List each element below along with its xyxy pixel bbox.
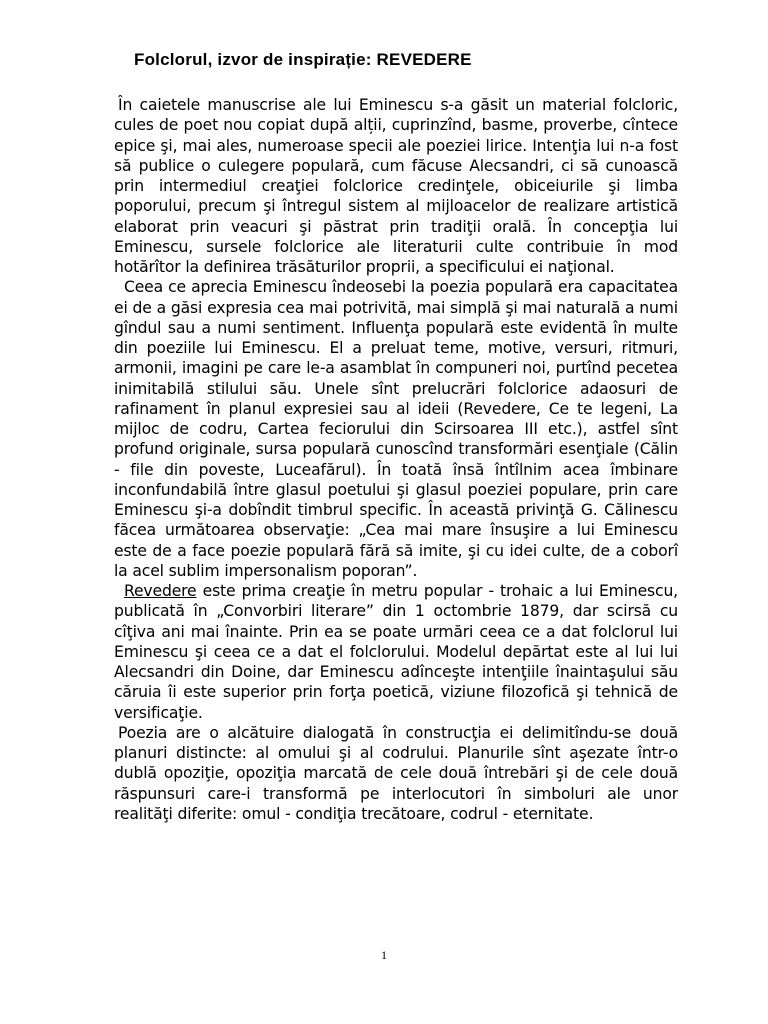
page-number: 1 xyxy=(381,948,387,962)
poem-title-underlined: Revedere xyxy=(124,582,197,600)
body-text xyxy=(114,95,678,824)
paragraph-3 xyxy=(114,581,678,723)
paragraph-2: Ceea ce aprecia Eminescu îndeosebi la poezia populară era capacitatea ei de a găsi expresia cea mai potrivită, mai simplă şi mai naturală a numi gîndul sau a numi sentiment. Influenţa populară este evidentă în multe din poeziile lui Eminescu. El a preluat teme, motive, versuri, ritmuri, armonii, imagini pe care le-a asamblat în compuneri noi, purtînd pecetea inimitabilă stilului său. Unele sînt prelucrări folclorice adaosuri de rafinament în planul expresiei sau al ideii (Revedere, Ce te legeni, La mijloc de codru, Cartea feciorului din Scirsoarea III etc.), astfel sînt profund originale, sursa populară cunoscînd transformări esenţiale (Călin - file din poveste, Luceafărul). În toată însă întîlnim acea îmbinare inconfundabilă între glasul poetului şi glasul poeziei populare, prin care Eminescu şi-a dobîndit timbrul specific. În această privinţă G. Călinescu făcea următoarea observaţie: „Cea mai mare însuşire a lui Eminescu este de a face poezie populară fără să imite, şi cu idei culte, de a coborî la acel sublim impersonalism poporan”. xyxy=(114,278,678,580)
paragraph-4: Poezia are o alcătuire dialogată în construcţia ei delimitîndu-se două planuri distincte: al omului şi al codrului. Planurile sînt aşezate într-o dublă opoziţie, opoziţia marcată de cele două întrebări şi de cele două răspunsuri care-i transformă pe interlocutori în simboluri ale unor realităţi diferite: omul - condiţia trecătoare, codrul - eternitate. xyxy=(114,723,678,823)
paragraph-1: În caietele manuscrise ale lui Eminescu s-a găsit un material folcloric, cules de poet nou copiat după alții, cuprinzînd, basme, proverbe, cîntece epice şi, mai ales, numeroase specii ale poeziei lirice. Intenţia lui n-a fost să publice o culegere populară, cum făcuse Alecsandri, ci să cunoască prin intermediul creaţiei folclorice credinţele, obiceiurile şi limba poporului, precum şi întregul sistem al mijloacelor de realizare artistică elaborat prin veacuri şi păstrat prin tradiţii orală. În concepţia lui Eminescu, sursele folclorice ale literaturii culte contribuie în mod hotărîtor la definirea trăsăturilor proprii, a specificului ei naţional. xyxy=(114,96,678,276)
paragraph-3-text: este prima creaţie în metru popular - trohaic a lui Eminescu, publicată în „Convorbiri literare” din 1 octombrie 1879, dar scirsă cu cîţiva ani mai înainte. Prin ea se poate urmări ceea ce a dat folclorul lui Eminescu şi ceea ce a dat el folclorului. Modelul depărtat este al lui lui Alecsandri din Doine, dar Eminescu adînceşte intenţiile înaintaşului său căruia îi este superior prin forţa poetică, viziune filozofică şi tehnică de versificaţie. xyxy=(114,582,678,722)
document-title: Folclorul, izvor de inspirație: REVEDERE xyxy=(134,50,472,69)
